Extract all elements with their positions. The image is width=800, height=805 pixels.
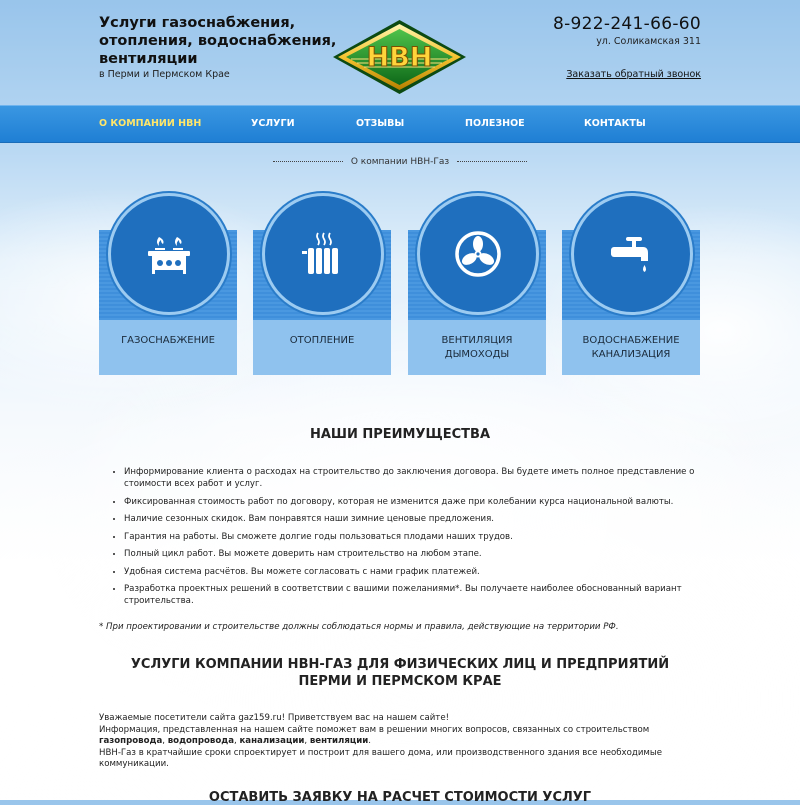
keyword-gas: газопровода [99, 736, 163, 746]
card-label-line2: КАНАЛИЗАЦИЯ [591, 349, 671, 360]
keyword-ventilation: вентиляции [309, 736, 369, 746]
section-caption-text: О компании НВН-Газ [350, 157, 450, 167]
footnote: * При проектировании и строительстве должны соблюдаться нормы и правила, действующие на территории РФ. [99, 622, 619, 632]
service-card-gas[interactable] [99, 230, 237, 375]
card-label-line1: ВЕНТИЛЯЦИЯ [441, 335, 513, 346]
services-title [0, 656, 800, 690]
welcome-text [99, 713, 699, 771]
info-paragraph: Информация, представленная на нашем сайте поможет вам в решении многих вопросов, связанных со строительством газопровода, водопровода, канализации, вентиляции. [99, 724, 650, 746]
card-icon-circle [571, 193, 693, 315]
services-title-line2: ПЕРМИ И ПЕРМСКОМ КРАЕ [298, 674, 502, 689]
list-item: • Информирование клиента о расходах на строительство до заключения договора. Вы будете иметь полное представление о стоимости всех работ и услуг. [124, 466, 724, 490]
nav-item-reviews[interactable]: ОТЗЫВЫ [356, 118, 405, 129]
service-card-ventilation[interactable] [408, 230, 546, 375]
list-item: • Полный цикл работ. Вы можете доверить нам строительство на любом этапе. [124, 548, 724, 560]
card-icon-circle [417, 193, 539, 315]
site-header [0, 0, 800, 105]
address: ул. Соликамская 311 [596, 36, 701, 47]
list-item: • Наличие сезонных скидок. Вам понравятся наши зимние ценовые предложения. [124, 513, 724, 525]
advantages-title: НАШИ ПРЕИМУЩЕСТВА [309, 427, 491, 442]
welcome-line: Уважаемые посетители сайта gaz159.ru! Приветствуем вас на нашем сайте! [99, 713, 450, 723]
nav-item-services[interactable]: УСЛУГИ [251, 118, 295, 129]
company-logo[interactable] [331, 18, 468, 96]
promise-text: НВН-Газ в кратчайшие сроки спроектирует и построит для вашего дома, или производственного здания все необходимые коммуникации. [99, 747, 662, 769]
main-nav [0, 105, 800, 143]
card-icon-circle [262, 193, 384, 315]
card-label: ОТОПЛЕНИЕ [289, 335, 355, 346]
services-title-line1: УСЛУГИ КОМПАНИИ НВН-ГАЗ ДЛЯ ФИЗИЧЕСКИХ ЛИЦ И ПРЕДПРИЯТИЙ [130, 657, 670, 672]
card-icon-circle [108, 193, 230, 315]
divider-right [457, 161, 527, 162]
divider-left [273, 161, 343, 162]
section-caption [0, 157, 800, 167]
site-title: Услуги газоснабжения, отопления, водоснабжения, вентиляции [99, 15, 337, 67]
nav-item-about[interactable]: О КОМПАНИИ НВН [99, 118, 202, 129]
keyword-water: водопровода [167, 736, 234, 746]
card-label-line2: ДЫМОХОДЫ [444, 349, 510, 360]
card-label-line1: ВОДОСНАБЖЕНИЕ [582, 335, 680, 346]
service-card-heating[interactable] [253, 230, 391, 375]
keyword-sewer: канализации [239, 736, 305, 746]
request-heading: ОСТАВИТЬ ЗАЯВКУ НА РАСЧЕТ СТОИМОСТИ УСЛУГ [208, 790, 592, 805]
faucet-icon [607, 229, 657, 279]
list-item: • Разработка проектных решений в соответствии с вашими пожеланиями*. Вы получаете наиболее обоснованный вариант строительства. [124, 583, 724, 607]
nav-item-contacts[interactable]: КОНТАКТЫ [584, 118, 646, 129]
nav-item-useful[interactable]: ПОЛЕЗНОЕ [465, 118, 525, 129]
list-item: • Гарантия на работы. Вы сможете долгие годы пользоваться плодами наших трудов. [124, 531, 724, 543]
logo-text: НВН [366, 42, 433, 73]
advantages-list [100, 466, 724, 613]
list-item: • Удобная система расчётов. Вы можете согласовать с нами график платежей. [124, 566, 724, 578]
site-region: в Перми и Пермском Крае [99, 69, 230, 80]
fan-icon [453, 229, 503, 279]
service-card-water[interactable] [562, 230, 700, 375]
phone-number: 8-922-241-66-60 [552, 14, 701, 34]
list-item: • Фиксированная стоимость работ по договору, которая не изменится даже при колебании курса национальной валюты. [124, 496, 724, 508]
card-label: ГАЗОСНАБЖЕНИЕ [121, 335, 215, 346]
info-text: Информация, представленная на нашем сайте поможет вам в решении многих вопросов, связанных со строительством [99, 724, 650, 735]
callback-link[interactable]: Заказать обратный звонок [566, 69, 701, 80]
radiator-icon [298, 229, 348, 279]
gas-stove-icon [144, 229, 194, 279]
